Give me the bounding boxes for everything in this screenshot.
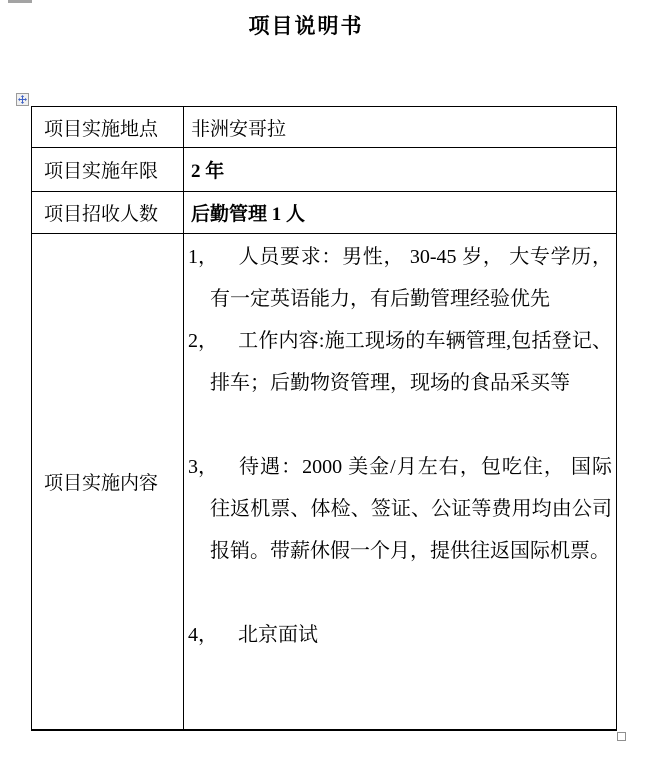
value-cell-duration[interactable]: 2 年 xyxy=(184,148,617,192)
table-move-handle[interactable] xyxy=(16,93,29,106)
document-title[interactable]: 项目说明书 xyxy=(248,14,364,38)
project-spec-table xyxy=(31,106,617,731)
label-cell-location[interactable]: 项目实施地点 xyxy=(32,107,184,148)
value-cell-location[interactable]: 非洲安哥拉 xyxy=(184,107,617,148)
blank-line xyxy=(188,572,612,614)
value-cell-headcount[interactable]: 后勤管理 1 人 xyxy=(184,192,617,234)
item-text: 北京面试 xyxy=(238,624,318,646)
table-resize-handle[interactable] xyxy=(617,732,626,741)
item-number: 3， xyxy=(188,456,218,478)
content-item-2 xyxy=(188,320,612,404)
label-cell-content[interactable]: 项目实施内容 xyxy=(32,234,184,730)
blank-line xyxy=(188,404,612,446)
item-number: 2， xyxy=(188,330,218,352)
table-row xyxy=(32,148,617,192)
content-item-4 xyxy=(188,614,612,656)
table-row xyxy=(32,234,617,730)
content-item-1 xyxy=(188,236,612,320)
content-cell[interactable] xyxy=(184,234,617,730)
item-text: 待遇：2000 美金/月左右，包吃住， 国际往返机票、体检、签证、公证等费用均由公司报销。带薪休假一个月，提供往返国际机票。 xyxy=(210,456,612,562)
content-item-3 xyxy=(188,446,612,572)
item-number: 1， xyxy=(188,246,218,268)
label-cell-duration[interactable]: 项目实施年限 xyxy=(32,148,184,192)
item-text: 人员要求：男性， 30-45 岁， 大专学历，有一定英语能力，有后勤管理经验优先 xyxy=(210,246,612,310)
item-number: 4， xyxy=(188,624,218,646)
item-text: 工作内容:施工现场的车辆管理,包括登记、排车；后勤物资管理，现场的食品采买等 xyxy=(210,330,612,394)
table-row xyxy=(32,107,617,148)
four-way-arrow-icon xyxy=(18,95,27,104)
toolbar-fragment xyxy=(8,0,32,3)
table-row xyxy=(32,192,617,234)
label-cell-headcount[interactable]: 项目招收人数 xyxy=(32,192,184,234)
